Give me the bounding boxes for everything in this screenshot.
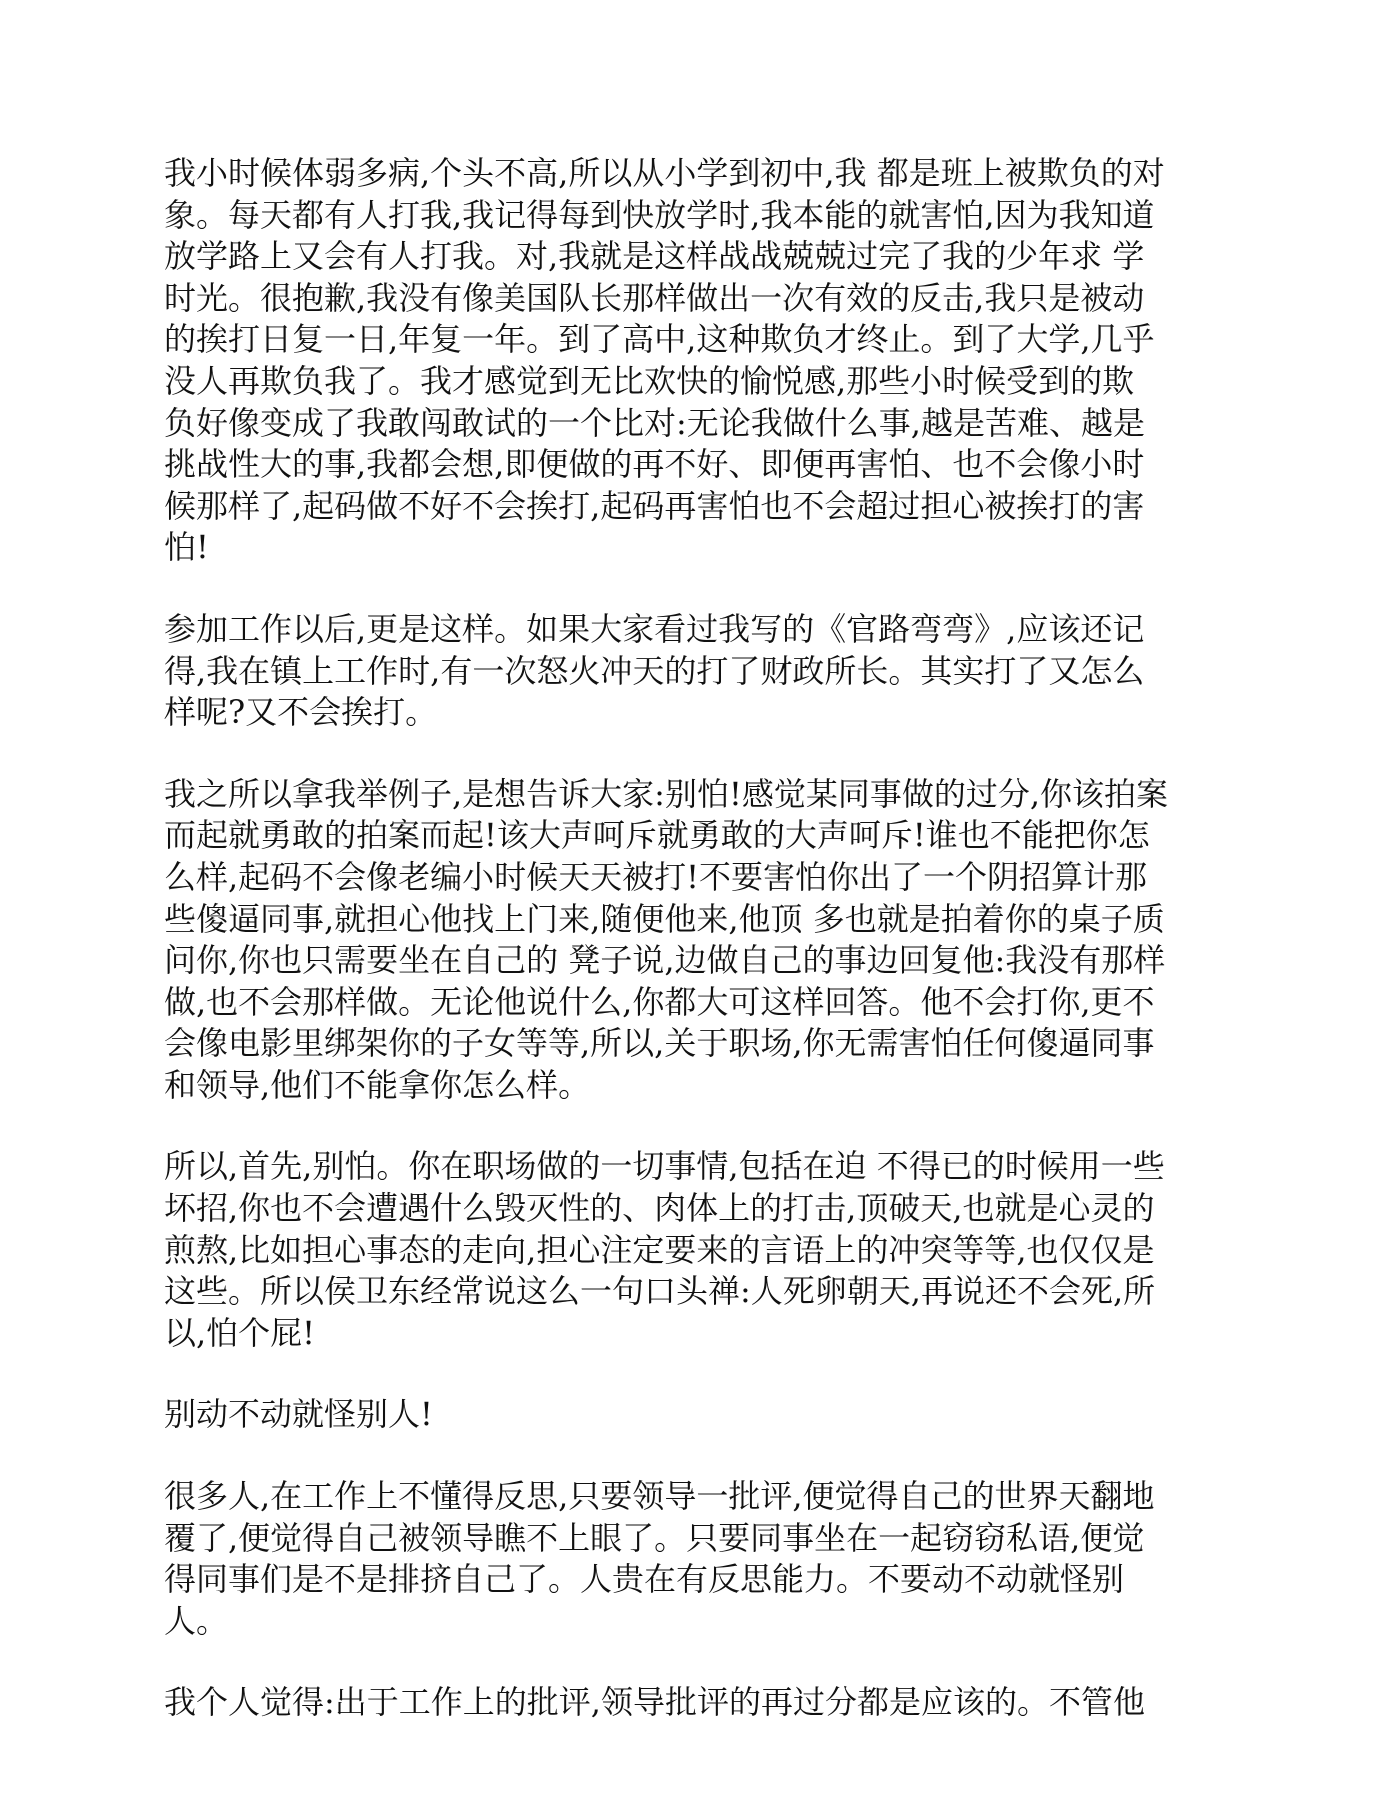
text-line: 没人再欺负我了。我才感觉到无比欢快的愉悦感,那些小时候受到的欺 [164, 361, 1135, 400]
paragraph-2 [164, 609, 1224, 734]
text-line: 会像电影里绑架你的子女等等,所以,关于职场,你无需害怕任何傻逼同事 [164, 1024, 1155, 1063]
text-line: 放学路上又会有人打我。对,我就是这样战战兢兢过完了我的少年求 学 [164, 237, 1145, 276]
text-line: 得,我在镇上工作时,有一次怒火冲天的打了财政所长。其实打了又怎么 [164, 651, 1145, 690]
text-line: 得同事们是不是排挤自己了。人贵在有反思能力。不要动不动就怪别 [164, 1560, 1125, 1599]
paragraph-1 [164, 153, 1224, 569]
document-body [164, 153, 1224, 1764]
text-line: 怕! [164, 528, 209, 567]
text-line: 以,怕个屁! [164, 1313, 316, 1352]
text-line: 所以,首先,别怕。你在职场做的一切事情,包括在迫 不得已的时候用一些 [164, 1147, 1165, 1186]
text-line: 煎熬,比如担心事态的走向,担心注定要来的言语上的冲突等等,也仅仅是 [164, 1230, 1155, 1269]
text-line: 负好像变成了我敢闯敢试的一个比对:无论我做什么事,越是苦难、越是 [164, 403, 1145, 442]
text-line: 象。每天都有人打我,我记得每到快放学时,我本能的就害怕,因为我知道 [164, 195, 1155, 234]
text-line: 参加工作以后,更是这样。如果大家看过我写的《官路弯弯》,应该还记 [164, 609, 1145, 648]
paragraph-5-heading [164, 1394, 1224, 1436]
paragraph-6 [164, 1476, 1224, 1642]
text-line: 么样,起码不会像老编小时候天天被打!不要害怕你出了一个阴招算计那 [164, 857, 1148, 896]
text-line: 些傻逼同事,就担心他找上门来,随便他来,他顶 多也就是拍着你的桌子质 [164, 899, 1165, 938]
paragraph-3 [164, 774, 1224, 1107]
text-line: 挑战性大的事,我都会想,即便做的再不好、即便再害怕、也不会像小时 [164, 445, 1145, 484]
text-line: 问你,你也只需要坐在自己的 凳子说,边做自己的事边回复他:我没有那样 [164, 941, 1166, 980]
text-line: 和领导,他们不能拿你怎么样。 [164, 1065, 591, 1104]
text-line: 样呢?又不会挨打。 [164, 693, 438, 732]
text-line: 做,也不会那样做。无论他说什么,你都大可这样回答。他不会打你,更不 [164, 982, 1155, 1021]
text-line: 的挨打日复一日,年复一年。到了高中,这种欺负才终止。到了大学,几乎 [164, 320, 1155, 359]
text-line: 别动不动就怪别人! [164, 1395, 433, 1434]
text-line: 我之所以拿我举例子,是想告诉大家:别怕!感觉某同事做的过分,你该拍案 [164, 774, 1168, 813]
text-line: 这些。所以侯卫东经常说这么一句口头禅:人死卵朝天,再说还不会死,所 [164, 1272, 1156, 1311]
text-line: 覆了,便觉得自己被领导瞧不上眼了。只要同事坐在一起窃窃私语,便觉 [164, 1518, 1145, 1557]
text-line: 我个人觉得:出于工作上的批评,领导批评的再过分都是应该的。不管他 [164, 1683, 1145, 1722]
text-line: 我小时候体弱多病,个头不高,所以从小学到初中,我 都是班上被欺负的对 [164, 154, 1165, 192]
text-line: 人。 [164, 1601, 229, 1640]
text-line: 时光。很抱歉,我没有像美国队长那样做出一次有效的反击,我只是被动 [164, 278, 1145, 317]
paragraph-4 [164, 1146, 1224, 1354]
text-line: 很多人,在工作上不懂得反思,只要领导一批评,便觉得自己的世界天翻地 [164, 1477, 1155, 1516]
text-line: 坏招,你也不会遭遇什么毁灭性的、肉体上的打击,顶破天,也就是心灵的 [164, 1189, 1155, 1228]
text-line: 候那样了,起码做不好不会挨打,起码再害怕也不会超过担心被挨打的害 [164, 486, 1145, 525]
paragraph-7 [164, 1682, 1224, 1724]
text-line: 而起就勇敢的拍案而起!该大声呵斥就勇敢的大声呵斥!谁也不能把你怎 [164, 816, 1150, 855]
